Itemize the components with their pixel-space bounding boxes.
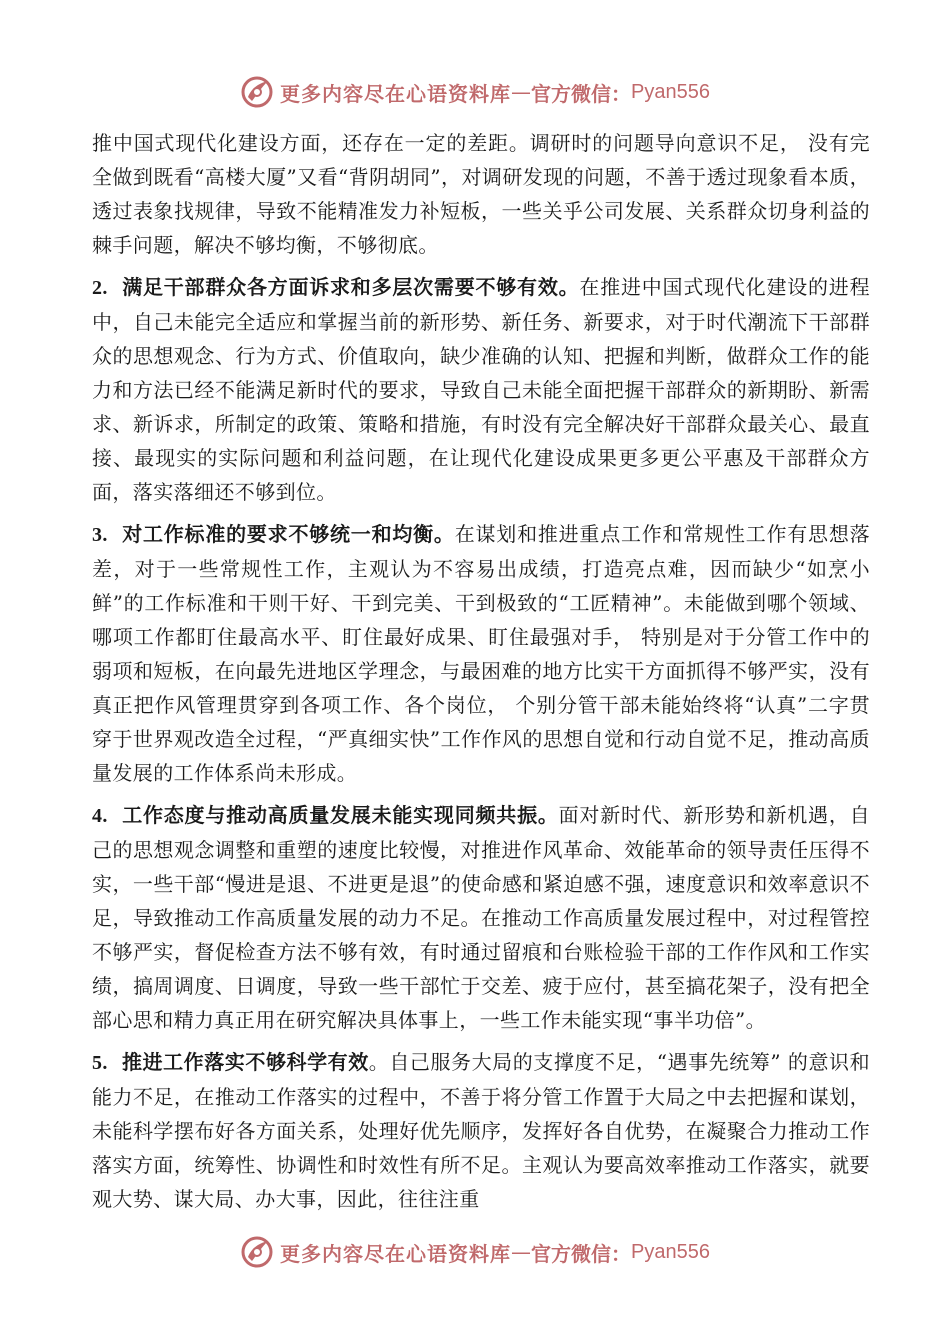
banner-wechat-label: 官方微信：: [531, 1241, 632, 1266]
item-number: 5.: [92, 1052, 108, 1074]
paragraph-item-4: [92, 798, 870, 1037]
paragraph-text: 。自己服务大局的支撑度不足，“遇事先统筹” 的意识和能力不足，在推动工作落实的过程中，不善于将分管工作置于大局之中去把握和谋划，未能科学摆布好各方面关系，处理好优先顺序，发挥好各自优势，在凝聚合力推动工作落实方面，统筹性、协调性和时效性有所不足。主观认为要高效率推动工作落实，就要观大势、谋大局、办大事，因此，往往注重: [92, 1050, 870, 1211]
item-heading: 对工作标准的要求不够统一和均衡。: [121, 522, 455, 546]
paragraph-text: 面对新时代、新形势和新机遇，自己的思想观念调整和重塑的速度比较慢，对推进作风革命、效能革命的领导责任压得不实，一些干部“慢进是退、不进更是退”的使命感和紧迫感不强，速度意识和效率意识不足，导致推动工作高质量发展的动力不足。在推动工作高质量发展过程中，对过程管控不够严实，督促检查方法不够有效，有时通过留痕和台账检验干部的工作作风和工作实绩，搞周调度、日调度，导致一些干部忙于交差、疲于应付，甚至搞花架子，没有把全部心思和精力真正用在研究解决具体事上，一些工作未能实现“事半功倍”。: [92, 803, 870, 1032]
banner-wechat-label: 官方微信：: [531, 81, 632, 106]
banner-title: 更多内容尽在心语资料库: [280, 81, 512, 106]
banner-wechat-id: Pyan556: [631, 80, 710, 103]
paragraph-item-3: [92, 517, 870, 790]
item-heading: 满足干部群众各方面诉求和多层次需要不够有效。: [121, 275, 580, 299]
paragraph-text: 在谋划和推进重点工作和常规性工作有思想落差，对于一些常规性工作，主观认为不容易出成绩，打造亮点难，因而缺少“如烹小鲜”的工作标准和干则干好、干到完美、干到极致的“工匠精神”。未能做到哪个领域、哪项工作都盯住最高水平、盯住最好成果、盯住最强对手， 特别是对于分管工作中的弱项和短板，在向最先进地区学理念，与最困难的地方比实干方面抓得不够严实，没有真正把作风管理贯穿到各项工作、各个岗位， 个别分管干部未能始终将“认真”二字贯穿于世界观改造全过程，“严真细实快”工作作风的思想自觉和行动自觉不足，推动高质量发展的工作体系尚未形成。: [92, 522, 871, 785]
item-heading: 工作态度与推动高质量发展未能实现同频共振。: [121, 803, 559, 827]
header-banner: [0, 72, 950, 112]
paragraph-text: 在推进中国式现代化建设的进程中，自己未能完全适应和掌握当前的新形势、新任务、新要求，对于时代潮流下干部群众的思想观念、行为方式、价值取向，缺少准确的认知、把握和判断，做群众工作的能力和方法已经不能满足新时代的要求，导致自己未能全面把握干部群众的新期盼、新需求、新诉求，所制定的政策、策略和措施，有时没有完全解决好干部群众最关心、最直接、最现实的实际问题和利益问题，在让现代化建设成果更多更公平惠及干部群众方面，落实落细还不够到位。: [92, 275, 870, 504]
paragraph-continuation: [92, 126, 870, 262]
brand-logo-icon: [240, 1235, 274, 1269]
banner-wechat-id: Pyan556: [631, 1240, 710, 1263]
paragraph-item-2: [92, 270, 870, 509]
item-number: 3.: [92, 524, 108, 546]
item-heading: 推进工作落实不够科学有效: [121, 1050, 369, 1074]
footer-banner: [0, 1232, 950, 1272]
brand-logo-icon: [240, 75, 274, 109]
banner-separator: —: [511, 80, 532, 104]
paragraph-text: 推中国式现代化建设方面，还存在一定的差距。调研时的问题导向意识不足， 没有完全做到既看“高楼大厦”又看“背阴胡同”，对调研发现的问题，不善于透过现象看本质，透过表象找规律，导致不能精准发力补短板，一些关乎公司发展、关系群众切身利益的棘手问题，解决不够均衡，不够彻底。: [92, 131, 870, 257]
document-body: [92, 126, 870, 1224]
banner-title: 更多内容尽在心语资料库: [280, 1241, 512, 1266]
item-number: 4.: [92, 805, 108, 827]
item-number: 2.: [92, 277, 108, 299]
banner-separator: —: [511, 1240, 532, 1264]
paragraph-item-5: [92, 1045, 870, 1216]
